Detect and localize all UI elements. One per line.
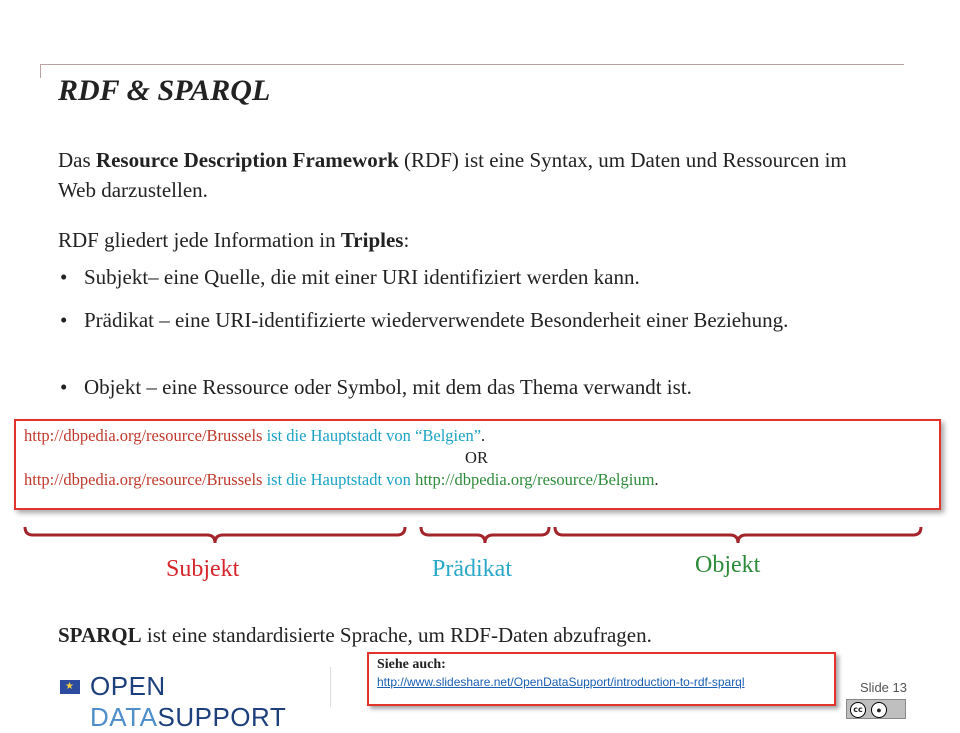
- by-person-icon: ●: [871, 702, 887, 718]
- logo-word-support: SUPPORT: [157, 702, 287, 732]
- example-predicate-1: ist die Hauptstadt von: [262, 426, 416, 445]
- intro-paragraph: [58, 145, 878, 205]
- slide-number: Slide 13: [860, 680, 907, 695]
- bullet-subject-text: Subjekt– eine Quelle, die mit einer URI identifiziert werden kann.: [84, 265, 640, 289]
- sparql-post: ist eine standardisierte Sprache, um RDF-Daten abzufragen.: [141, 623, 652, 647]
- predicate-brace: [418, 524, 552, 548]
- bullet-dot: •: [60, 265, 68, 289]
- example-line-1: [24, 425, 929, 447]
- logo-word-open: OPEN: [90, 671, 166, 701]
- see-also-link[interactable]: http://www.slideshare.net/OpenDataSupport/introduction-to-rdf-sparql: [377, 675, 745, 689]
- example-triple-box: [14, 419, 941, 510]
- label-predicate: Prädikat: [432, 556, 512, 582]
- triples-bold: Triples: [340, 228, 404, 252]
- slide-title: RDF & SPARQL: [58, 74, 271, 107]
- eu-flag-icon: [60, 680, 80, 694]
- bullet-predicate: [58, 305, 878, 335]
- example-object-2: http://dbpedia.org/resource/Belgium: [415, 470, 655, 489]
- title-frame-left-rule: [40, 64, 41, 78]
- example-end-1: .: [481, 426, 486, 445]
- triples-pre: RDF gliedert jede Information in: [58, 228, 341, 252]
- example-predicate-2: ist die Hauptstadt von: [262, 470, 416, 489]
- label-subject: Subjekt: [166, 556, 240, 582]
- sparql-bold: SPARQL: [58, 623, 142, 647]
- logo-word-data: DATA: [90, 702, 158, 732]
- example-or: OR: [465, 448, 488, 467]
- example-object-1: “Belgien”: [415, 426, 482, 445]
- subject-brace: [22, 524, 408, 548]
- bullet-object-text: Objekt – eine Ressource oder Symbol, mit dem das Thema verwandt ist.: [84, 375, 692, 399]
- example-end-2: .: [654, 470, 659, 489]
- open-data-support-logo: [54, 667, 331, 732]
- see-also-box: [367, 652, 836, 706]
- example-subject-2: http://dbpedia.org/resource/Brussels: [24, 470, 263, 489]
- bullet-predicate-text: Prädikat – eine URI-identifizierte wiederverwendete Besonderheit einer Beziehung.: [84, 308, 789, 332]
- bullet-subject: [58, 262, 878, 292]
- intro-pre: Das: [58, 148, 96, 172]
- label-object: Objekt: [695, 552, 761, 578]
- intro-post: (RDF) ist eine Syntax, um Daten und Ressourcen im Web darzustellen.: [58, 148, 847, 202]
- bullet-dot: •: [60, 375, 68, 399]
- cc-icon: cc: [850, 702, 866, 718]
- example-line-2: [24, 469, 929, 491]
- triples-post: :: [403, 228, 410, 252]
- logo-wordmark: [90, 671, 330, 733]
- triples-intro: [58, 225, 409, 255]
- bullet-object: [58, 372, 878, 402]
- sparql-paragraph: [58, 620, 652, 650]
- bullet-dot: •: [60, 308, 68, 332]
- cc-by-license-badge: [846, 699, 906, 719]
- example-subject-1: http://dbpedia.org/resource/Brussels: [24, 426, 263, 445]
- intro-bold: Resource Description Framework: [95, 148, 399, 172]
- see-also-title: Siehe auch:: [377, 657, 446, 672]
- title-frame-top-rule: [40, 64, 904, 65]
- object-brace: [552, 524, 924, 548]
